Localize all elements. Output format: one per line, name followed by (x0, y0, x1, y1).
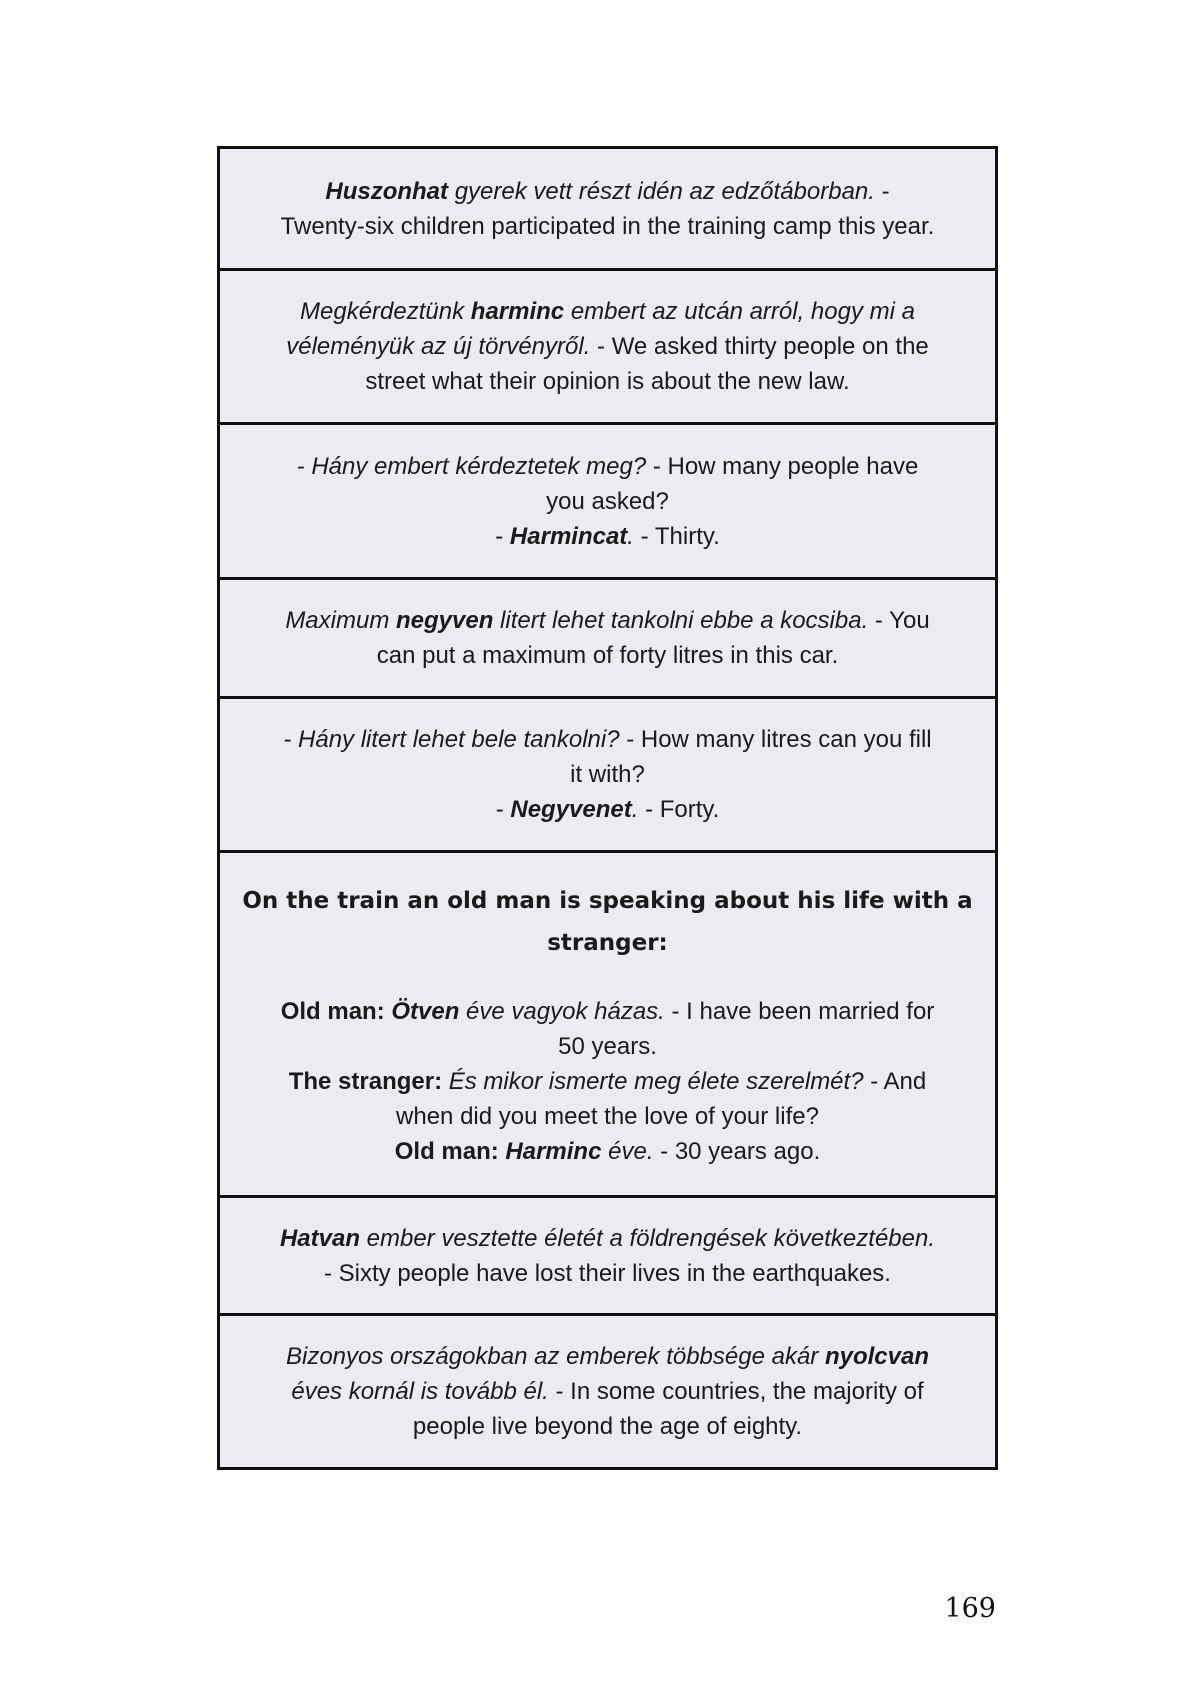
text-line (242, 792, 973, 827)
text-line (242, 364, 973, 399)
dialogue-heading: On the train an old man is speaking about his life with a (242, 887, 973, 914)
english-text: people live beyond the age of eighty. (412, 1413, 803, 1440)
hungarian-text: gyerek vett részt idén az edzőtáborban. (448, 177, 875, 205)
number-word: Negyvenet (510, 796, 632, 823)
hungarian-text: éve. (601, 1137, 654, 1165)
number-word: nyolcvan (824, 1343, 930, 1370)
hungarian-text: éves kornál is tovább él. (291, 1378, 549, 1405)
page-number: 169 (944, 1593, 996, 1624)
english-text: - How many people have (646, 452, 919, 480)
english-text: can put a maximum of forty litres in this car. (376, 642, 839, 669)
example-row (220, 149, 995, 268)
hungarian-text: véleményük az új törvényről. (286, 333, 591, 360)
text-line (242, 638, 973, 673)
english-text: - In some countries, the majority of (548, 1378, 924, 1405)
number-word: Hatvan (279, 1224, 360, 1252)
english-text: - (874, 177, 890, 205)
english-text: when did you meet the love of your life? (396, 1102, 819, 1130)
english-text: - We asked thirty people on the (590, 333, 929, 360)
text-line (242, 1221, 973, 1256)
number-word: Harminc (505, 1137, 602, 1165)
english-text: it with? (570, 761, 645, 788)
example-row (220, 1313, 995, 1467)
hungarian-text: Maximum (285, 607, 396, 634)
text-line (242, 329, 973, 364)
number-word: harminc (470, 298, 565, 325)
number-word: Ötven (391, 997, 460, 1025)
example-row (220, 268, 995, 422)
english-text: - You (868, 607, 930, 634)
text-line (242, 994, 973, 1029)
hungarian-text: ember vesztette életét a földrengések következtében. (360, 1224, 936, 1252)
text-line (242, 1374, 973, 1409)
number-word: Harmincat (509, 522, 628, 550)
text-line (242, 757, 973, 792)
english-text: - I have been married for (664, 997, 935, 1025)
spacer (242, 964, 973, 994)
example-row (220, 696, 995, 850)
number-word: negyven (395, 607, 494, 634)
dialogue-row (220, 850, 995, 1195)
english-text: - Thirty. (633, 522, 720, 550)
english-text: Twenty-six children participated in the training camp this year. (280, 212, 935, 240)
hungarian-text: litert lehet tankolni ebbe a kocsiba. (493, 607, 869, 634)
number-word: Huszonhat (325, 177, 449, 205)
english-text: - Sixty people have lost their lives in the earthquakes. (324, 1259, 891, 1287)
example-row (220, 577, 995, 696)
text-line (242, 722, 973, 757)
english-text: - Forty. (638, 796, 720, 823)
english-text: 50 years. (558, 1032, 657, 1060)
hungarian-text: . (631, 796, 639, 823)
text-line (242, 484, 973, 519)
text-line (242, 1339, 973, 1374)
hungarian-text: . (627, 522, 634, 550)
text-line (242, 209, 973, 244)
hungarian-text: éve vagyok házas. (459, 997, 665, 1025)
text-line (242, 1099, 973, 1134)
text-line (242, 603, 973, 638)
english-text: - How many litres can you fill (619, 726, 932, 753)
speaker-label: Old man: (280, 997, 392, 1025)
hungarian-text: - Hány litert lehet bele tankolni? (283, 726, 620, 753)
hungarian-text: - Hány embert kérdeztetek meg? (296, 452, 647, 480)
english-text: - (495, 522, 510, 550)
text-line (242, 1064, 973, 1099)
english-text: - (495, 796, 511, 823)
text-line (242, 1029, 973, 1064)
hungarian-text: embert az utcán arról, hogy mi a (564, 298, 915, 325)
english-text: you asked? (546, 487, 669, 515)
speaker-label: The stranger: (288, 1067, 449, 1095)
hungarian-text: Bizonyos országokban az emberek többsége akár (285, 1343, 825, 1370)
text-line (242, 449, 973, 484)
english-text: - And (863, 1067, 927, 1095)
example-row (220, 1195, 995, 1313)
text-line (242, 174, 973, 209)
speaker-label: Old man: (394, 1137, 506, 1165)
english-text: - 30 years ago. (653, 1137, 821, 1165)
text-line (242, 1409, 973, 1444)
examples-table (217, 146, 998, 1470)
text-line (242, 294, 973, 329)
english-text: street what their opinion is about the new law. (365, 368, 850, 395)
dialogue-heading: stranger: (547, 929, 668, 956)
text-line (242, 519, 973, 554)
text-line (242, 1256, 973, 1291)
text-line (242, 1134, 973, 1169)
example-row (220, 422, 995, 577)
hungarian-text: És mikor ismerte meg élete szerelmét? (448, 1067, 864, 1095)
hungarian-text: Megkérdeztünk (300, 298, 471, 325)
